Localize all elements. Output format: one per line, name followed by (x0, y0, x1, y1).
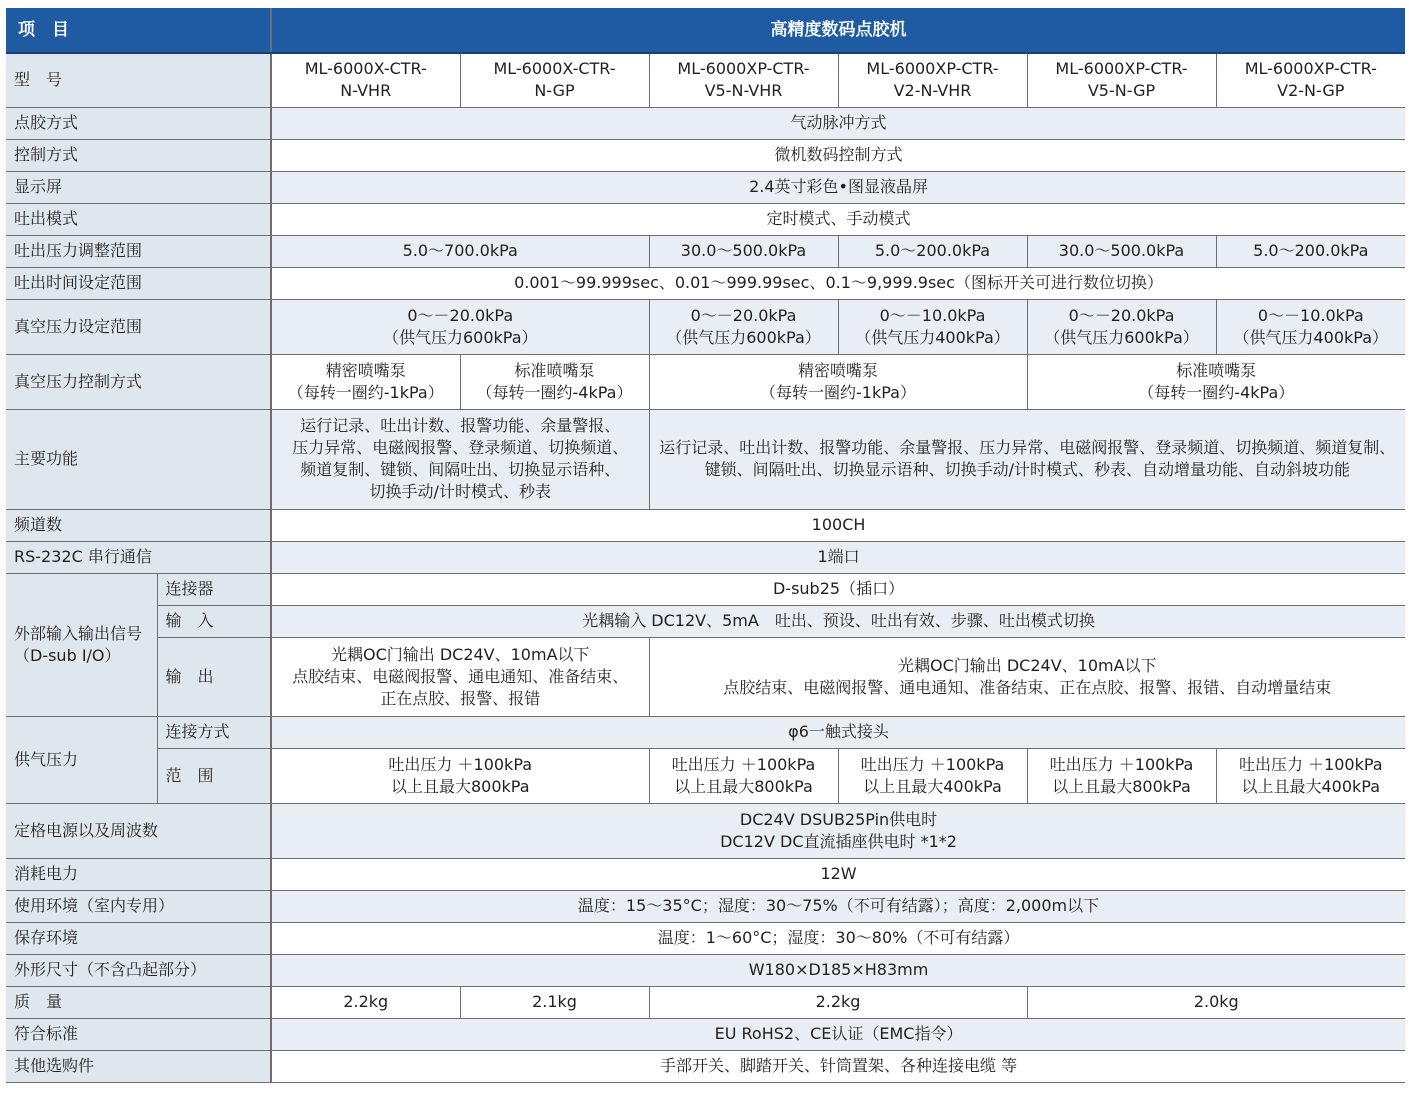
value-cell: D-sub25（插口） (271, 573, 1405, 605)
row-label: 符合标准 (6, 1018, 271, 1050)
row-label: 吐出时间设定范围 (6, 267, 271, 299)
value-cell: 手部开关、脚踏开关、针筒置架、各种连接电缆 等 (271, 1050, 1405, 1082)
value-cell: 100CH (271, 509, 1405, 541)
value-cell: DC24V DSUB25Pin供电时 DC12V DC直流插座供电时 *1*2 (271, 803, 1405, 858)
value-cell: 标准喷嘴泵 （每转一圈约-4kPa） (1027, 354, 1405, 409)
value-cell: EU RoHS2、CE认证（EMC指令） (271, 1018, 1405, 1050)
value-cell: 2.2kg (271, 986, 460, 1018)
value-cell: 光耦OC门输出 DC24V、10mA以下 点胶结束、电磁阀报警、通电通知、准备结束、 正在点胶、报警、报错 (271, 637, 649, 716)
row-label: 点胶方式 (6, 107, 271, 139)
row-label: 消耗电力 (6, 858, 271, 890)
value-cell: 定时模式、手动模式 (271, 203, 1405, 235)
row-label: 外形尺寸（不含凸起部分） (6, 954, 271, 986)
row-label: 其他选购件 (6, 1050, 271, 1082)
mass-row (6, 986, 1405, 1018)
power-consumption-row (6, 858, 1405, 890)
value-cell: 5.0～200.0kPa (838, 235, 1027, 267)
row-label: 型 号 (6, 53, 271, 107)
vacuum-control-row (6, 354, 1405, 409)
model-cell: ML-6000XP-CTR- V5-N-GP (1027, 53, 1216, 107)
row-label: 真空压力设定范围 (6, 299, 271, 354)
value-cell: 光耦OC门输出 DC24V、10mA以下 点胶结束、电磁阀报警、通电通知、准备结束、正在点胶、报警、报错、自动增量结束 (649, 637, 1405, 716)
value-cell: 吐出压力 ＋100kPa 以上且最大400kPa (838, 748, 1027, 803)
power-supply-row (6, 803, 1405, 858)
sub-label: 连接方式 (157, 716, 271, 748)
discharge-mode-row (6, 203, 1405, 235)
value-cell: 吐出压力 ＋100kPa 以上且最大800kPa (649, 748, 838, 803)
value-cell: 吐出压力 ＋100kPa 以上且最大800kPa (271, 748, 649, 803)
value-cell: 微机数码控制方式 (271, 139, 1405, 171)
operating-env-row (6, 890, 1405, 922)
supply-connection-row (6, 716, 1405, 748)
value-cell: 0～－20.0kPa （供气压力600kPa） (1027, 299, 1216, 354)
value-cell: 2.0kg (1027, 986, 1405, 1018)
control-method-row (6, 139, 1405, 171)
row-label: 真空压力控制方式 (6, 354, 271, 409)
value-cell: 运行记录、吐出计数、报警功能、余量警报、 压力异常、电磁阀报警、登录频道、切换频道、 频道复制、键锁、间隔吐出、切换显示语种、 切换手动/计时模式、秒表 (271, 409, 649, 509)
dimensions-row (6, 954, 1405, 986)
discharge-time-row (6, 267, 1405, 299)
value-cell: 温度：15～35°C；湿度：30～75%（不可有结露）；高度：2,000m以下 (271, 890, 1405, 922)
channels-row (6, 509, 1405, 541)
value-cell: 5.0～200.0kPa (1216, 235, 1405, 267)
value-cell: 光耦输入 DC12V、5mA 吐出、预设、吐出有效、步骤、吐出模式切换 (271, 605, 1405, 637)
row-label: 吐出模式 (6, 203, 271, 235)
row-label: 控制方式 (6, 139, 271, 171)
value-cell: 0～－20.0kPa （供气压力600kPa） (649, 299, 838, 354)
value-cell: 0.001～99.999sec、0.01～999.99sec、0.1～9,999.9sec（图标开关可进行数位切换） (271, 267, 1405, 299)
value-cell: 1端口 (271, 541, 1405, 573)
sub-label: 连接器 (157, 573, 271, 605)
storage-env-row (6, 922, 1405, 954)
value-cell: 吐出压力 ＋100kPa 以上且最大400kPa (1216, 748, 1405, 803)
io-connector-row (6, 573, 1405, 605)
discharge-pressure-row (6, 235, 1405, 267)
value-cell: 标准喷嘴泵 （每转一圈约-4kPa） (460, 354, 649, 409)
value-cell: 12W (271, 858, 1405, 890)
dispense-method-row (6, 107, 1405, 139)
value-cell: 30.0～500.0kPa (1027, 235, 1216, 267)
row-label: 使用环境（室内专用） (6, 890, 271, 922)
product-title: 高精度数码点胶机 (271, 8, 1405, 53)
model-cell: ML-6000X-CTR- N-GP (460, 53, 649, 107)
vacuum-range-row (6, 299, 1405, 354)
item-header: 项 目 (6, 8, 271, 53)
standards-row (6, 1018, 1405, 1050)
display-row (6, 171, 1405, 203)
value-cell: 0～－10.0kPa （供气压力400kPa） (1216, 299, 1405, 354)
rs232c-row (6, 541, 1405, 573)
io-input-row (6, 605, 1405, 637)
row-label: 定格电源以及周波数 (6, 803, 271, 858)
value-cell: 5.0～700.0kPa (271, 235, 649, 267)
value-cell: 精密喷嘴泵 （每转一圈约-1kPa） (649, 354, 1027, 409)
value-cell: 0～－10.0kPa （供气压力400kPa） (838, 299, 1027, 354)
row-label: 频道数 (6, 509, 271, 541)
sub-label: 范 围 (157, 748, 271, 803)
group-label: 供气压力 (6, 716, 157, 803)
value-cell: 2.1kg (460, 986, 649, 1018)
row-label: 显示屏 (6, 171, 271, 203)
sub-label: 输 出 (157, 637, 271, 716)
value-cell: 精密喷嘴泵 （每转一圈约-1kPa） (271, 354, 460, 409)
value-cell: 2.2kg (649, 986, 1027, 1018)
model-cell: ML-6000XP-CTR- V5-N-VHR (649, 53, 838, 107)
value-cell: 温度：1～60°C；湿度：30～80%（不可有结露） (271, 922, 1405, 954)
value-cell: 0～－20.0kPa （供气压力600kPa） (271, 299, 649, 354)
value-cell: φ6一触式接头 (271, 716, 1405, 748)
io-output-row (6, 637, 1405, 716)
value-cell: 30.0～500.0kPa (649, 235, 838, 267)
spec-table (6, 8, 1405, 1083)
functions-row (6, 409, 1405, 509)
model-cell: ML-6000XP-CTR- V2-N-VHR (838, 53, 1027, 107)
row-label: RS-232C 串行通信 (6, 541, 271, 573)
value-cell: 2.4英寸彩色•图显液晶屏 (271, 171, 1405, 203)
header-row (6, 8, 1405, 53)
supply-range-row (6, 748, 1405, 803)
value-cell: W180×D185×H83mm (271, 954, 1405, 986)
row-label: 质 量 (6, 986, 271, 1018)
row-label: 吐出压力调整范围 (6, 235, 271, 267)
group-label: 外部输入输出信号 （D-sub I/O） (6, 573, 157, 716)
value-cell: 吐出压力 ＋100kPa 以上且最大800kPa (1027, 748, 1216, 803)
model-cell: ML-6000XP-CTR- V2-N-GP (1216, 53, 1405, 107)
value-cell: 气动脉冲方式 (271, 107, 1405, 139)
model-row (6, 53, 1405, 107)
row-label: 保存环境 (6, 922, 271, 954)
model-cell: ML-6000X-CTR- N-VHR (271, 53, 460, 107)
options-row (6, 1050, 1405, 1082)
row-label: 主要功能 (6, 409, 271, 509)
value-cell: 运行记录、吐出计数、报警功能、余量警报、压力异常、电磁阀报警、登录频道、切换频道、频道复制、 键锁、间隔吐出、切换显示语种、切换手动/计时模式、秒表、自动增量功能、自动斜坡功能 (649, 409, 1405, 509)
sub-label: 输 入 (157, 605, 271, 637)
